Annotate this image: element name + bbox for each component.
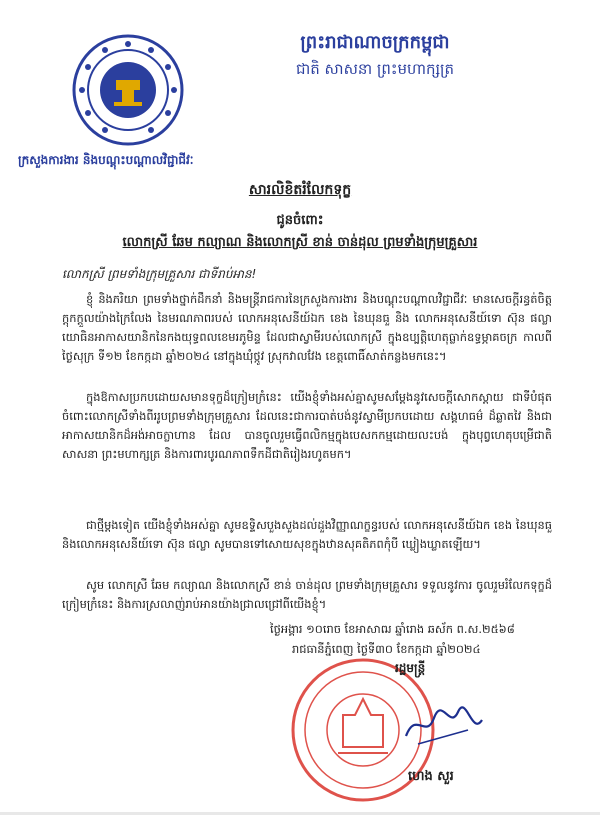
paragraph-4: សូម លោកស្រី ឆែម កល្យាណ និងលោកស្រី ខាន់ ចាន់ដុល ព្រមទាំងក្រុមគ្រួសារ ទទួលនូវការ ចូលរួមរំលែកទុក្ខដ៏ក្រៀមក្រំនេះ និងការស្រលាញ់រាប់អានយ៉ាងជ្រាលជ្រៅពីយើងខ្ញុំ។ [62, 578, 552, 611]
paragraph-3: ជាថ្មីម្តងទៀត យើងខ្ញុំទាំងអស់គ្នា សូមឧទ្ទិសបួងសួងដល់ដួងវិញ្ញាណក្ខន្ធរបស់ លោកអនុសេនីយ៍ឯក ខេង នៃឃុនធួ និងលោកអនុសេនីយ៍ទោ ស៊ុន ផល្លា សូមបានទៅសោយសុខក្នុងឋានសុគតិភពកុំបី ឃ្លៀងឃ្លាតឡើយ។ [62, 518, 552, 551]
ministry-name: ក្រសួងការងារ និងបណ្តុះបណ្តាលវិជ្ជាជីវៈ [18, 153, 194, 167]
national-motto: ជាតិ សាសនា ព្រះមហាក្សត្រ [295, 60, 455, 78]
kingdom-heading: ព្រះរាជាណាចក្រកម្ពុជា [300, 32, 450, 53]
lunar-date: ថ្ងៃអង្គារ ១០រោច ខែអាសាឍ ឆ្នាំរោង ឆស័ក ព.ស.២៥៦៨ [270, 622, 515, 636]
handwritten-signature [398, 700, 488, 750]
paragraph-2: ក្នុងឱកាសប្រកបដោយសមានទុក្ខដ៏ក្រៀមក្រំនេះ យើងខ្ញុំទាំងអស់គ្នាសូមសម្តែងនូវសេចក្តីសោកស្តាយ ជាទីបំផុត ចំពោះលោកស្រីទាំងពីររូបព្រមទាំងក្រុមគ្រួសារ ដែលនេះជាការបាត់បង់នូវស្វាមីប្រកបដោយ សង្គហធម៌ ដ៏ឆ្លាតវៃ និងជាអាកាសយានិកដ៏អង់អាចក្លាហាន ដែល បានចូលរួមធ្វើពលិកម្មក្នុងបេសកកម្មដោយលះបង់ ក្នុងបុព្វហេតុបម្រើជាតិ សាសនា ព្រះមហាក្សត្រ និងការពារបូរណភាពទឹកដីជាតិរៀងរហូតមក។ [62, 390, 552, 461]
solar-date: រាជធានីភ្នំពេញ ថ្ងៃទី៣០ ខែកក្កដា ឆ្នាំ២០២៤ [292, 642, 481, 656]
paragraph-1: ខ្ញុំ និងភរិយា ព្រមទាំងថ្នាក់ដឹកនាំ និងមន្ត្រីរាជការនៃក្រសួងការងារ និងបណ្តុះបណ្តាលវិជ្ជាជីវៈ មានសេចក្តីរន្ធត់ចិត្តក្តុកក្តួលយ៉ាងក្រៃលែង នៃមរណភាពរបស់ លោកអនុសេនីយ៍ឯក ខេង នៃឃុនធួ និង លោកអនុសេនីយ៍ទោ ស៊ុន ផល្លា យោធិនអាកាសយានិកនៃកងយុទ្ធពលខេមរភូមិន្ទ ដែលជាស្វាមីរបស់លោកស្រី ក្នុងឧប្បត្តិហេតុធ្លាក់ឧទ្ធម្ភាគចក្រ កាលពីថ្ងៃសុក្រ ទី១២ ខែកក្កដា ឆ្នាំ២០២៤ នៅក្នុងឃុំថ្កូវ ស្រុកវាលវែង ខេត្តពោធិ៍សាត់កន្លងមកនេះ។ [62, 292, 552, 363]
to-label: ជូនចំពោះ [276, 213, 324, 228]
ministry-logo [72, 34, 184, 146]
signer-role: រដ្ឋមន្ត្រី [395, 661, 426, 675]
greeting-line: លោកស្រី ព្រមទាំងក្រុមគ្រួសារ ជាទីរាប់អាន! [62, 267, 257, 281]
signer-name: ហេង សួរ [408, 769, 454, 784]
letter-title: សារលិខិតរំលែកទុក្ខ [248, 182, 352, 198]
recipients-line: លោកស្រី ឆែម កល្យាណ និងលោកស្រី ខាន់ ចាន់ដុល ព្រមទាំងក្រុមគ្រួសារ [122, 235, 478, 250]
